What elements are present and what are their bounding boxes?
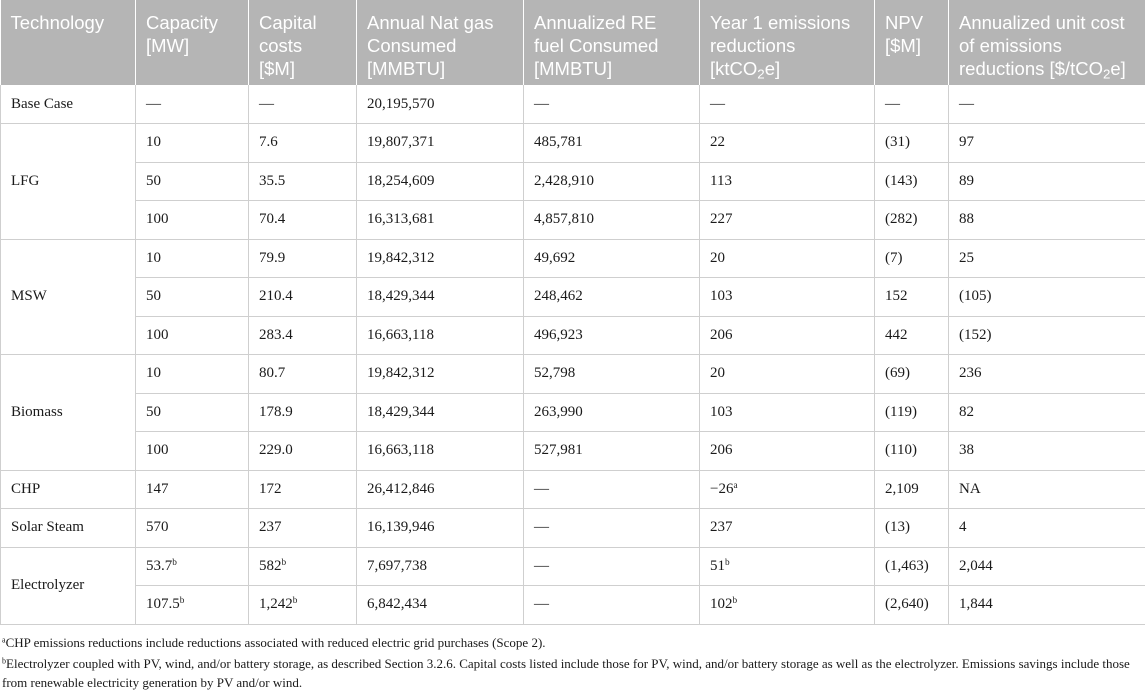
cell-capacity: 570 [136, 509, 249, 548]
footnote-b-mark: b [2, 656, 7, 666]
cell-natgas: 7,697,738 [357, 547, 524, 586]
cell-npv: (1,463) [875, 547, 949, 586]
cell-npv: 442 [875, 316, 949, 355]
cell-capital: 70.4 [249, 201, 357, 240]
cell-re-fuel: — [524, 470, 700, 509]
cell-unit-cost: 88 [949, 201, 1145, 240]
table-row [1, 124, 1145, 163]
cell-capital: 7.6 [249, 124, 357, 163]
cell-natgas: 19,842,312 [357, 239, 524, 278]
table-row [1, 547, 1145, 586]
cell-emissions: 206 [700, 316, 875, 355]
cell-capacity: — [136, 85, 249, 124]
cell-technology: Biomass [1, 355, 136, 471]
cell-re-fuel: 527,981 [524, 432, 700, 471]
header-re-fuel [524, 0, 700, 85]
cell-npv: 152 [875, 278, 949, 317]
cell-capacity: 100 [136, 316, 249, 355]
cell-npv: (110) [875, 432, 949, 471]
table-row [1, 509, 1145, 548]
table-row [1, 85, 1145, 124]
cell-unit-cost: 82 [949, 393, 1145, 432]
cell-unit-cost: 4 [949, 509, 1145, 548]
header-capital-line1: Capital [259, 12, 317, 33]
footnote-a-text: CHP emissions reductions include reductions associated with reduced electric grid purchases (Scope 2). [5, 634, 546, 650]
cell-re-fuel: 485,781 [524, 124, 700, 163]
header-natgas-line3: [MMBTU] [367, 58, 446, 79]
cell-natgas: 26,412,846 [357, 470, 524, 509]
cell-emissions: 20 [700, 355, 875, 394]
header-technology-label: Technology [10, 12, 105, 33]
cell-natgas: 16,663,118 [357, 432, 524, 471]
cell-npv: (69) [875, 355, 949, 394]
cell-unit-cost: 25 [949, 239, 1145, 278]
cell-capacity: 10 [136, 124, 249, 163]
footnote-marker: b [179, 596, 185, 607]
cell-emissions: 22 [700, 124, 875, 163]
header-emissions [700, 0, 875, 85]
cell-capacity: 100 [136, 432, 249, 471]
header-unit-line2: of emissions [959, 35, 1062, 56]
footnote-a [2, 633, 1143, 652]
header-emissions-line3b: e] [764, 58, 781, 79]
cell-unit-cost: 38 [949, 432, 1145, 471]
capacity-value: 53.7 [146, 557, 173, 574]
cell-capacity: 100 [136, 201, 249, 240]
cell-technology: Solar Steam [1, 509, 136, 548]
header-emissions-line3a: [ktCO [710, 58, 758, 79]
cell-emissions: 103 [700, 278, 875, 317]
header-re-line2: fuel Consumed [534, 35, 659, 56]
cell-emissions [700, 547, 875, 586]
cell-npv: (13) [875, 509, 949, 548]
cell-unit-cost: 2,044 [949, 547, 1145, 586]
cell-capital: 80.7 [249, 355, 357, 394]
header-npv-line1: NPV [885, 12, 924, 33]
cell-natgas: 16,139,946 [357, 509, 524, 548]
cell-capacity: 10 [136, 239, 249, 278]
table-row [1, 162, 1145, 201]
cell-capital: 35.5 [249, 162, 357, 201]
cell-capital: 237 [249, 509, 357, 548]
table-row [1, 355, 1145, 394]
cell-emissions: — [700, 85, 875, 124]
header-capacity-line1: Capacity [146, 12, 218, 33]
cell-capacity: 10 [136, 355, 249, 394]
cell-emissions: 20 [700, 239, 875, 278]
header-unit-subscript: 2 [1102, 66, 1111, 82]
capital-value: 1,242 [259, 596, 293, 613]
cell-natgas: 19,807,371 [357, 124, 524, 163]
cell-natgas: 19,842,312 [357, 355, 524, 394]
header-natgas-line2: Consumed [367, 35, 457, 56]
cell-emissions: 237 [700, 509, 875, 548]
cell-capital: 283.4 [249, 316, 357, 355]
header-capacity-line2: [MW] [146, 35, 190, 56]
cell-natgas: 16,663,118 [357, 316, 524, 355]
cell-npv: (31) [875, 124, 949, 163]
cell-emissions: 206 [700, 432, 875, 471]
cell-unit-cost: 1,844 [949, 586, 1145, 625]
cell-re-fuel: 263,990 [524, 393, 700, 432]
cell-unit-cost: NA [949, 470, 1145, 509]
header-emissions-line1: Year 1 emissions [710, 12, 851, 33]
cell-capital [249, 586, 357, 625]
header-capacity [136, 0, 249, 85]
capital-value: 582 [259, 557, 282, 574]
capacity-value: 107.5 [146, 596, 180, 613]
table-row [1, 201, 1145, 240]
cell-natgas: 16,313,681 [357, 201, 524, 240]
header-re-line1: Annualized RE [534, 12, 657, 33]
cell-capacity: 50 [136, 278, 249, 317]
cell-re-fuel: 4,857,810 [524, 201, 700, 240]
table-row [1, 278, 1145, 317]
cell-re-fuel: 49,692 [524, 239, 700, 278]
cell-unit-cost: 97 [949, 124, 1145, 163]
cell-capital: 229.0 [249, 432, 357, 471]
cell-npv: (119) [875, 393, 949, 432]
cell-re-fuel: 2,428,910 [524, 162, 700, 201]
cell-npv: (2,640) [875, 586, 949, 625]
cell-natgas: 18,254,609 [357, 162, 524, 201]
header-capital-line2: costs [259, 35, 303, 56]
cell-capital: 210.4 [249, 278, 357, 317]
emissions-value: 102 [710, 596, 733, 613]
footnote-marker: b [732, 596, 738, 607]
cell-unit-cost: 89 [949, 162, 1145, 201]
emissions-value: −26 [710, 480, 734, 497]
cell-capital: 172 [249, 470, 357, 509]
footnote-a-mark: a [2, 635, 6, 645]
cell-capacity: 50 [136, 162, 249, 201]
cell-natgas: 18,429,344 [357, 393, 524, 432]
header-natgas [357, 0, 524, 85]
cell-emissions: 103 [700, 393, 875, 432]
cell-capital: — [249, 85, 357, 124]
cell-unit-cost: (152) [949, 316, 1145, 355]
cell-capital: 79.9 [249, 239, 357, 278]
cell-technology: CHP [1, 470, 136, 509]
table-row [1, 586, 1145, 625]
header-emissions-subscript: 2 [757, 66, 765, 82]
cell-re-fuel: — [524, 547, 700, 586]
cell-emissions [700, 470, 875, 509]
cell-emissions: 113 [700, 162, 875, 201]
header-capital-line3: [$M] [259, 58, 295, 79]
header-technology [1, 0, 136, 85]
table-footnotes [0, 625, 1145, 692]
cell-unit-cost: — [949, 85, 1145, 124]
cell-capital: 178.9 [249, 393, 357, 432]
cell-re-fuel: — [524, 85, 700, 124]
cell-npv: 2,109 [875, 470, 949, 509]
cell-natgas: 20,195,570 [357, 85, 524, 124]
cell-npv: (7) [875, 239, 949, 278]
cell-natgas: 18,429,344 [357, 278, 524, 317]
cell-technology: MSW [1, 239, 136, 355]
header-npv-line2: [$M] [885, 35, 921, 56]
header-unit-cost [949, 0, 1145, 85]
cell-technology: LFG [1, 124, 136, 240]
emissions-value: 51 [710, 557, 725, 574]
cell-re-fuel: 496,923 [524, 316, 700, 355]
header-unit-line3a: reductions [$/tCO [959, 58, 1103, 79]
header-natgas-line1: Annual Nat gas [367, 12, 494, 33]
footnote-b-text: Electrolyzer coupled with PV, wind, and/or battery storage, as described Section 3.2.6. Capital costs listed include those for PV, wind, and/or battery storage as well as the electrolyzer. Emissions savings include those from renewable electricity generation by PV and/or wind. [2, 655, 1130, 690]
table-row [1, 316, 1145, 355]
footnote-marker: b [172, 557, 177, 568]
cell-capital [249, 547, 357, 586]
header-row [1, 0, 1145, 85]
cell-re-fuel: — [524, 509, 700, 548]
header-unit-line1: Annualized unit cost [959, 12, 1125, 33]
table-row [1, 470, 1145, 509]
header-unit-line3b: e] [1110, 58, 1126, 79]
cell-re-fuel: — [524, 586, 700, 625]
header-re-line3: [MMBTU] [534, 58, 613, 79]
table-row [1, 393, 1145, 432]
cell-unit-cost: 236 [949, 355, 1145, 394]
table-row [1, 239, 1145, 278]
table-row [1, 432, 1145, 471]
cell-re-fuel: 248,462 [524, 278, 700, 317]
cell-capacity: 147 [136, 470, 249, 509]
footnote-marker: b [292, 596, 298, 607]
cell-emissions [700, 586, 875, 625]
footnote-marker: a [733, 480, 738, 491]
header-npv [875, 0, 949, 85]
footnote-marker: b [725, 557, 730, 568]
cell-technology: Base Case [1, 85, 136, 124]
cell-unit-cost: (105) [949, 278, 1145, 317]
cell-natgas: 6,842,434 [357, 586, 524, 625]
cell-re-fuel: 52,798 [524, 355, 700, 394]
footnote-b [2, 654, 1143, 692]
cell-technology: Electrolyzer [1, 547, 136, 624]
header-capital-costs [249, 0, 357, 85]
cell-capacity [136, 586, 249, 625]
cell-emissions: 227 [700, 201, 875, 240]
cell-npv: (282) [875, 201, 949, 240]
cell-capacity: 50 [136, 393, 249, 432]
cell-npv: (143) [875, 162, 949, 201]
cell-npv: — [875, 85, 949, 124]
header-emissions-line2: reductions [710, 35, 796, 56]
cell-capacity [136, 547, 249, 586]
footnote-marker: b [281, 557, 287, 568]
